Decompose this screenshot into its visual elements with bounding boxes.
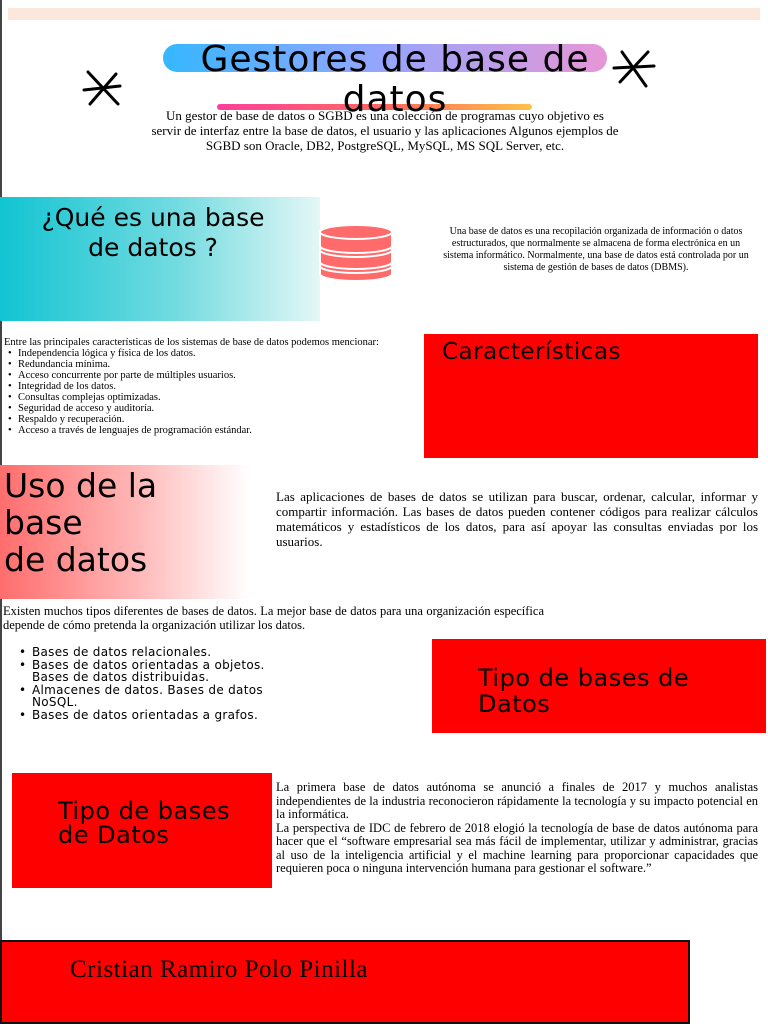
list-item: • Acceso concurrente por parte de múltiples usuarios. xyxy=(18,370,399,381)
uso-title-line: de datos xyxy=(4,540,148,579)
caracteristicas-intro: Entre las principales características de los sistemas de base de datos podemos mencionar: xyxy=(4,337,379,348)
caracteristicas-title: Características xyxy=(442,339,621,365)
top-strip xyxy=(8,8,760,20)
autonoma-description xyxy=(276,781,758,876)
author-name: Cristian Ramiro Polo Pinilla xyxy=(70,956,369,983)
intro-paragraph: Un gestor de base de datos o SGBD es una colección de programas cuyo objetivo es servir de interfaz entre la base de datos, el usuario y las aplicaciones Algunos ejemplos de SGBD son Oracle, DB2, PostgreSQL, MySQL, MS SQL Server, etc. xyxy=(151,108,619,153)
tipos-list xyxy=(14,646,294,721)
list-item: • Consultas complejas optimizadas. xyxy=(18,392,399,403)
uso-title xyxy=(4,467,254,578)
database-icon xyxy=(318,222,394,282)
autonoma-title: Tipo de bases de Datos xyxy=(58,797,230,849)
tipos-title: Tipo de bases de Datos xyxy=(478,664,690,718)
autonoma-paragraph: La perspectiva de IDC de febrero de 2018 elogió la tecnología de base de datos autónoma para hacer que el “software empresarial sea más fácil de implementar, utilizar y administrar, gracias al uso de la inteligencia artificial y el machine learning para proporcionar capacidades que requieren poca o ninguna intervención humana para gestionar el software.” xyxy=(276,820,758,875)
uso-title-line: base xyxy=(4,503,83,542)
asterisk-doodle-icon xyxy=(80,66,124,110)
asterisk-doodle-icon xyxy=(612,46,656,90)
list-item: • Bases de datos orientadas a grafos. xyxy=(32,709,294,722)
caracteristicas-list xyxy=(4,337,399,436)
list-item: • Bases de datos orientadas a objetos. Bases de datos distribuidas. xyxy=(32,659,294,684)
list-item: • Integridad de los datos. xyxy=(18,381,399,392)
list-item: • Respaldo y recuperación. xyxy=(18,414,399,425)
uso-title-line: Uso de la xyxy=(4,466,158,505)
autonoma-paragraph: La primera base de datos autónoma se anunció a finales de 2017 y muchos analistas independientes de la industria reconocieron rápidamente la tecnología y su impacto potencial en la informática. xyxy=(276,780,758,821)
page-title: Gestores de base de datos xyxy=(200,39,590,120)
list-item: • Independencia lógica y física de los datos. xyxy=(18,348,399,359)
list-item: • Redundancia mínima. xyxy=(18,359,399,370)
que-es-description: Una base de datos es una recopilación organizada de información o datos estructurados, que normalmente se almacena de forma electrónica en un sistema informático. Normalmente, una base de datos está controlada por un sistema de gestión de bases de datos (DBMS). xyxy=(443,226,749,273)
list-item: • Seguridad de acceso y auditoría. xyxy=(18,403,399,414)
list-item: • Almacenes de datos. Bases de datos NoSQL. xyxy=(32,684,294,709)
tipos-intro: Existen muchos tipos diferentes de bases de datos. La mejor base de datos para una organización específica depende de cómo pretenda la organización utilizar los datos. xyxy=(3,604,544,632)
list-item: • Acceso a través de lenguajes de programación estándar. xyxy=(18,425,399,436)
uso-description: Las aplicaciones de bases de datos se utilizan para buscar, ordenar, calcular, informar y compartir información. Las bases de datos pueden contener códigos para realizar cálculos matemáticos y estadísticos de los datos, para así apoyar las consultas enviadas por los usuarios. xyxy=(276,489,758,549)
list-item: • Bases de datos relacionales. xyxy=(32,646,294,659)
que-es-title: ¿Qué es una base de datos ? xyxy=(41,203,265,262)
